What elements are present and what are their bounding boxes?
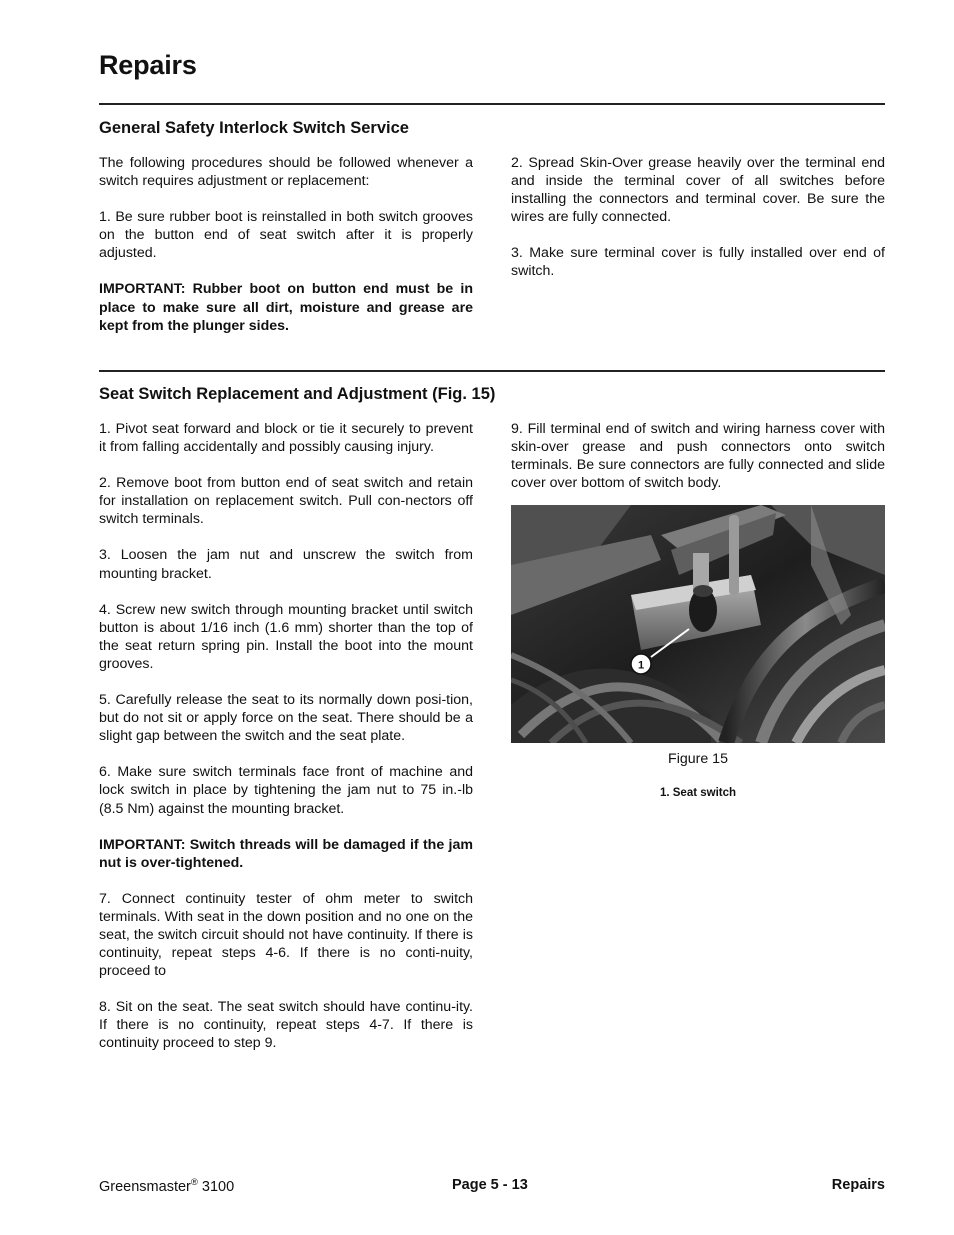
page-title: Repairs bbox=[99, 50, 197, 80]
callout-number: 1 bbox=[637, 659, 645, 672]
footer-section: Repairs bbox=[831, 1177, 885, 1193]
step-paragraph: 4. Screw new switch through mounting bracket until switch button is about 1/16 inch (1.6 mm) shorter than the top of the seat return spring pin. Install the boot into the mount grooves. bbox=[99, 601, 473, 672]
step-paragraph: 9. Fill terminal end of switch and wiring harness cover with skin-over grease and push connectors onto switch terminals. Be sure connectors are fully connected and slide cover over bottom of switch body. bbox=[511, 421, 885, 492]
step-paragraph: 8. Sit on the seat. The seat switch should have continu-ity. If there is no continuity, repeat steps 4-7. If there is continuity proceed to step 9. bbox=[99, 999, 473, 1052]
step-paragraph: 6. Make sure switch terminals face front of machine and lock switch in place by tightening the jam nut to 75 in.-lb (8.5 Nm) against the mounting bracket. bbox=[99, 764, 473, 817]
step-paragraph: 1. Pivot seat forward and block or tie it securely to prevent it from falling accidentally and possibly causing injury. bbox=[99, 421, 473, 456]
footer-model: 3100 bbox=[197, 1178, 235, 1195]
paragraph: 2. Spread Skin-Over grease heavily over the terminal end and inside the terminal cover of all switches before installing the connectors and terminal cover. Be sure the wires are fully connected. bbox=[511, 155, 885, 226]
footer-product bbox=[99, 1177, 234, 1195]
section1-left-column bbox=[99, 154, 473, 353]
footer-product-name: Greensmaster bbox=[99, 1178, 191, 1195]
step-paragraph: 2. Remove boot from button end of seat switch and retain for installation on replacement switch. Pull con-nectors off switch terminals. bbox=[99, 475, 473, 528]
section2-left-column bbox=[99, 420, 473, 1071]
step-paragraph: 5. Carefully release the seat to its normally down posi-tion, but do not sit or apply force on the seat. There should be a slight gap between the switch and the seat plate. bbox=[99, 692, 473, 745]
section1-right-column bbox=[511, 154, 885, 299]
paragraph: The following procedures should be followed whenever a switch requires adjustment or replacement: bbox=[99, 155, 473, 190]
important-note: IMPORTANT: Rubber boot on button end must be in place to make sure all dirt, moisture and grease are kept from the plunger sides. bbox=[99, 281, 473, 334]
section2-right-column bbox=[511, 420, 885, 510]
figure-caption: Figure 15 bbox=[668, 751, 728, 767]
seat-switch-photo bbox=[511, 505, 885, 743]
footer-page-number: Page 5 - 13 bbox=[452, 1177, 528, 1193]
paragraph: 3. Make sure terminal cover is fully installed over end of switch. bbox=[511, 245, 885, 280]
section-heading-seat-switch: Seat Switch Replacement and Adjustment (Fig. 15) bbox=[99, 385, 496, 403]
step-paragraph: 7. Connect continuity tester of ohm meter to switch terminals. With seat in the down position and no one on the seat, the switch circuit should not have continuity. If there is continuity, repeat steps 4-6. If there is no conti-nuity, proceed to bbox=[99, 890, 473, 980]
section-heading-interlock: General Safety Interlock Switch Service bbox=[99, 119, 409, 137]
figure-callout-legend: 1. Seat switch bbox=[659, 787, 737, 799]
header-rule bbox=[99, 103, 885, 105]
paragraph: 1. Be sure rubber boot is reinstalled in both switch grooves on the button end of seat switch after it is properly adjusted. bbox=[99, 209, 473, 262]
important-note: IMPORTANT: Switch threads will be damaged if the jam nut is over-tightened. bbox=[99, 836, 473, 871]
step-paragraph: 3. Loosen the jam nut and unscrew the switch from mounting bracket. bbox=[99, 547, 473, 582]
section-rule bbox=[99, 370, 885, 372]
registered-mark: ® bbox=[190, 1177, 198, 1188]
